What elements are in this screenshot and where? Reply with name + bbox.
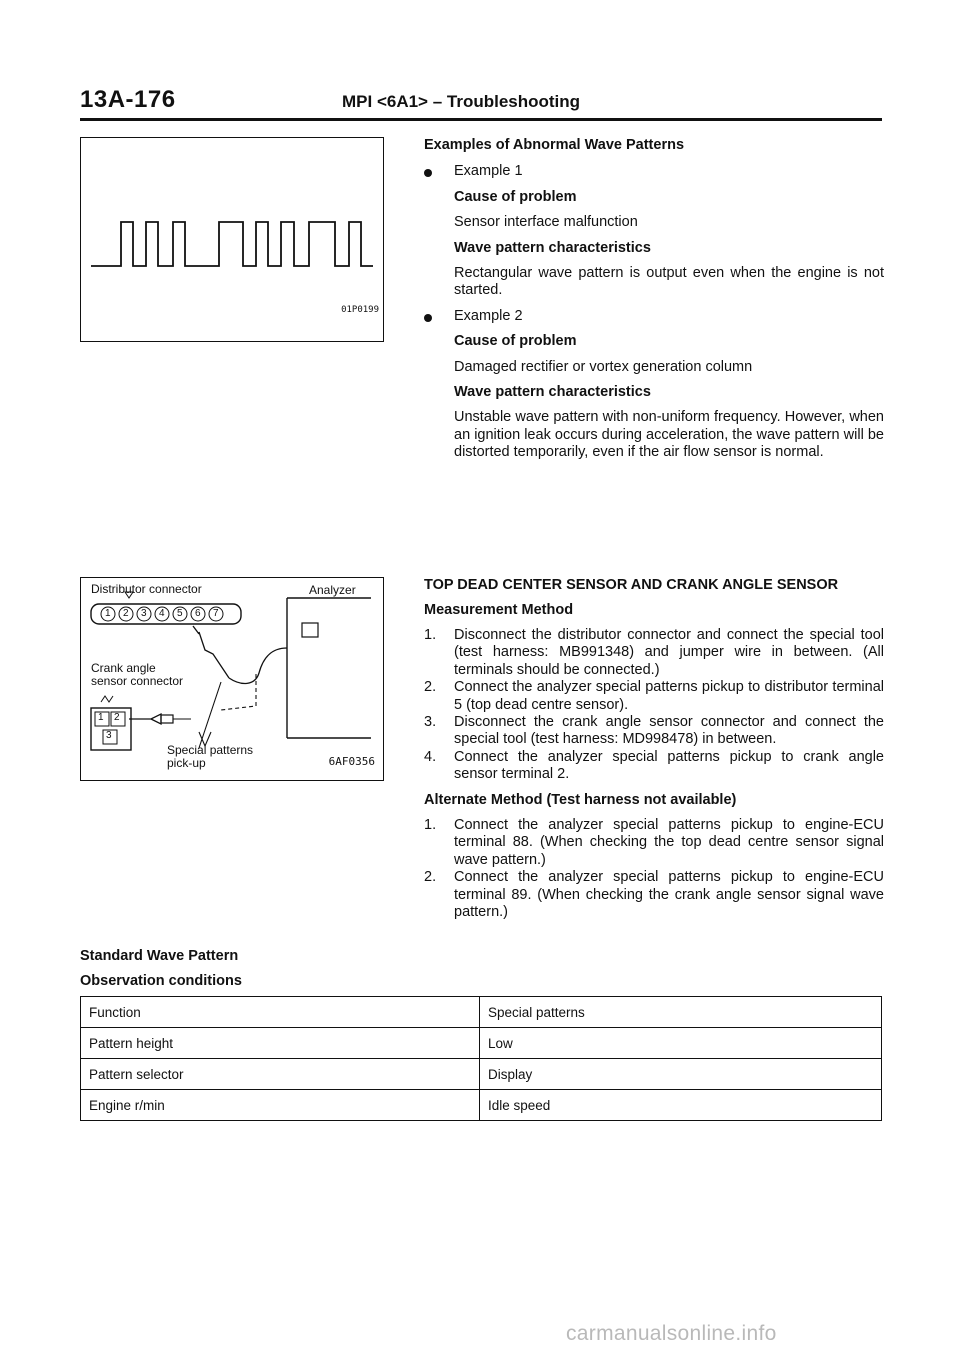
alternate-heading: Alternate Method (Test harness not available): [424, 791, 737, 808]
step-text: Connect the analyzer special patterns pickup to engine-ECU terminal 89. (When checking the crank angle sensor signal wave pattern.): [454, 869, 884, 920]
pin-label: 4: [159, 608, 165, 619]
condition-value: Display: [480, 1059, 882, 1090]
cause-heading: Cause of problem: [454, 333, 577, 350]
condition-value: Low: [480, 1028, 882, 1059]
step-item: [424, 749, 884, 784]
examples-section: [424, 137, 884, 461]
pin-label: 7: [213, 608, 219, 619]
cause-heading: Cause of problem: [454, 188, 577, 205]
pin-label: 1: [98, 712, 104, 723]
step-text: Connect the analyzer special patterns pickup to engine-ECU terminal 88. (When checking the top dead centre sensor signal wave pattern.): [454, 816, 884, 868]
step-text: Disconnect the distributor connector and connect the special tool (test harness: MB991348) and jumper wire in between. (All terminals should be connected.): [454, 627, 884, 678]
condition-label: Function: [81, 997, 480, 1028]
characteristics-text: Rectangular wave pattern is output even when the engine is not started.: [454, 264, 884, 299]
watermark: carmanualsonline.info: [566, 1322, 777, 1345]
example-label: Example 1: [454, 163, 523, 180]
wave-pattern-figure: [80, 137, 384, 342]
alt-step-item: [424, 869, 884, 921]
tdc-section: [424, 577, 884, 921]
pin-label: 5: [177, 608, 183, 619]
pickup-label: [167, 744, 253, 769]
distributor-pins: [101, 608, 226, 622]
method-heading: Measurement Method: [424, 601, 574, 618]
condition-label: Engine r/min: [81, 1090, 480, 1121]
condition-label: Pattern selector: [81, 1059, 480, 1090]
condition-label: Pattern height: [81, 1028, 480, 1059]
analyzer-label: Analyzer: [309, 583, 356, 597]
step-number: 4.: [424, 748, 437, 765]
characteristics-heading: Wave pattern characteristics: [454, 383, 651, 400]
examples-heading: Examples of Abnormal Wave Patterns: [424, 137, 685, 153]
step-text: Connect the analyzer special patterns pickup to distributor terminal 5 (top dead centre sensor).: [454, 679, 884, 713]
step-text: Disconnect the crank angle sensor connector and connect the special tool (test harness: MD998478) in between.: [454, 714, 884, 748]
pin-label: 1: [105, 608, 111, 619]
measurement-steps: [424, 627, 884, 784]
step-number: 1.: [424, 816, 437, 833]
distributor-connector-label: Distributor connector: [91, 582, 202, 596]
figure-code: 6AF0356: [328, 755, 375, 768]
figure-code: 01P0199: [341, 305, 379, 315]
page-header: [80, 86, 880, 120]
step-item: [424, 627, 884, 679]
connection-diagram: [80, 577, 384, 781]
header-rule: [80, 118, 882, 121]
table-row: [81, 997, 882, 1028]
bullet-icon: [424, 314, 432, 322]
step-number: 3.: [424, 714, 437, 731]
example-2: [424, 308, 884, 462]
alt-step-item: [424, 817, 884, 869]
table-row: [81, 1028, 882, 1059]
pin-label: 2: [123, 608, 129, 619]
cause-text: Damaged rectifier or vortex generation column: [454, 358, 753, 375]
step-number: 1.: [424, 627, 437, 644]
section-heading: TOP DEAD CENTER SENSOR AND CRANK ANGLE SENSOR: [424, 577, 839, 593]
observation-heading: Observation conditions: [80, 973, 242, 989]
wave-pattern-drawing: [81, 138, 383, 341]
step-item: [424, 679, 884, 714]
condition-value: Special patterns: [480, 997, 882, 1028]
page-title: MPI <6A1> – Troubleshooting: [342, 92, 581, 111]
crank-label-line: sensor connector: [91, 674, 184, 689]
pin-label: 2: [114, 712, 120, 723]
crank-pins: [95, 712, 129, 746]
table-row: [81, 1059, 882, 1090]
pickup-label-line: pick-up: [167, 755, 206, 770]
characteristics-text: Unstable wave pattern with non-uniform frequency. However, when an ignition leak occurs during acceleration, the wave pattern will be distorted temporarily, even if the air flow sensor is normal.: [454, 409, 884, 461]
table-row: [81, 1090, 882, 1121]
page-number: 13A-176: [80, 86, 176, 113]
observation-conditions-table: [80, 996, 882, 1121]
standard-heading: Standard Wave Pattern: [80, 948, 239, 964]
alternate-steps: [424, 817, 884, 921]
pin-label: 3: [141, 608, 147, 619]
example-1: [424, 163, 884, 299]
pickup-label-line: Special patterns: [167, 743, 254, 757]
step-number: 2.: [424, 679, 437, 696]
condition-value: Idle speed: [480, 1090, 882, 1121]
step-number: 2.: [424, 869, 437, 886]
pin-label: 6: [195, 608, 201, 619]
cause-text: Sensor interface malfunction: [454, 214, 638, 231]
crank-label-line: Crank angle: [91, 661, 156, 675]
pin-label: 3: [106, 730, 112, 741]
crank-connector-label: [91, 662, 183, 688]
example-label: Example 2: [454, 307, 523, 324]
characteristics-heading: Wave pattern characteristics: [454, 239, 651, 256]
step-item: [424, 714, 884, 749]
bullet-icon: [424, 169, 432, 177]
step-text: Connect the analyzer special patterns pickup to crank angle sensor terminal 2.: [454, 748, 884, 783]
